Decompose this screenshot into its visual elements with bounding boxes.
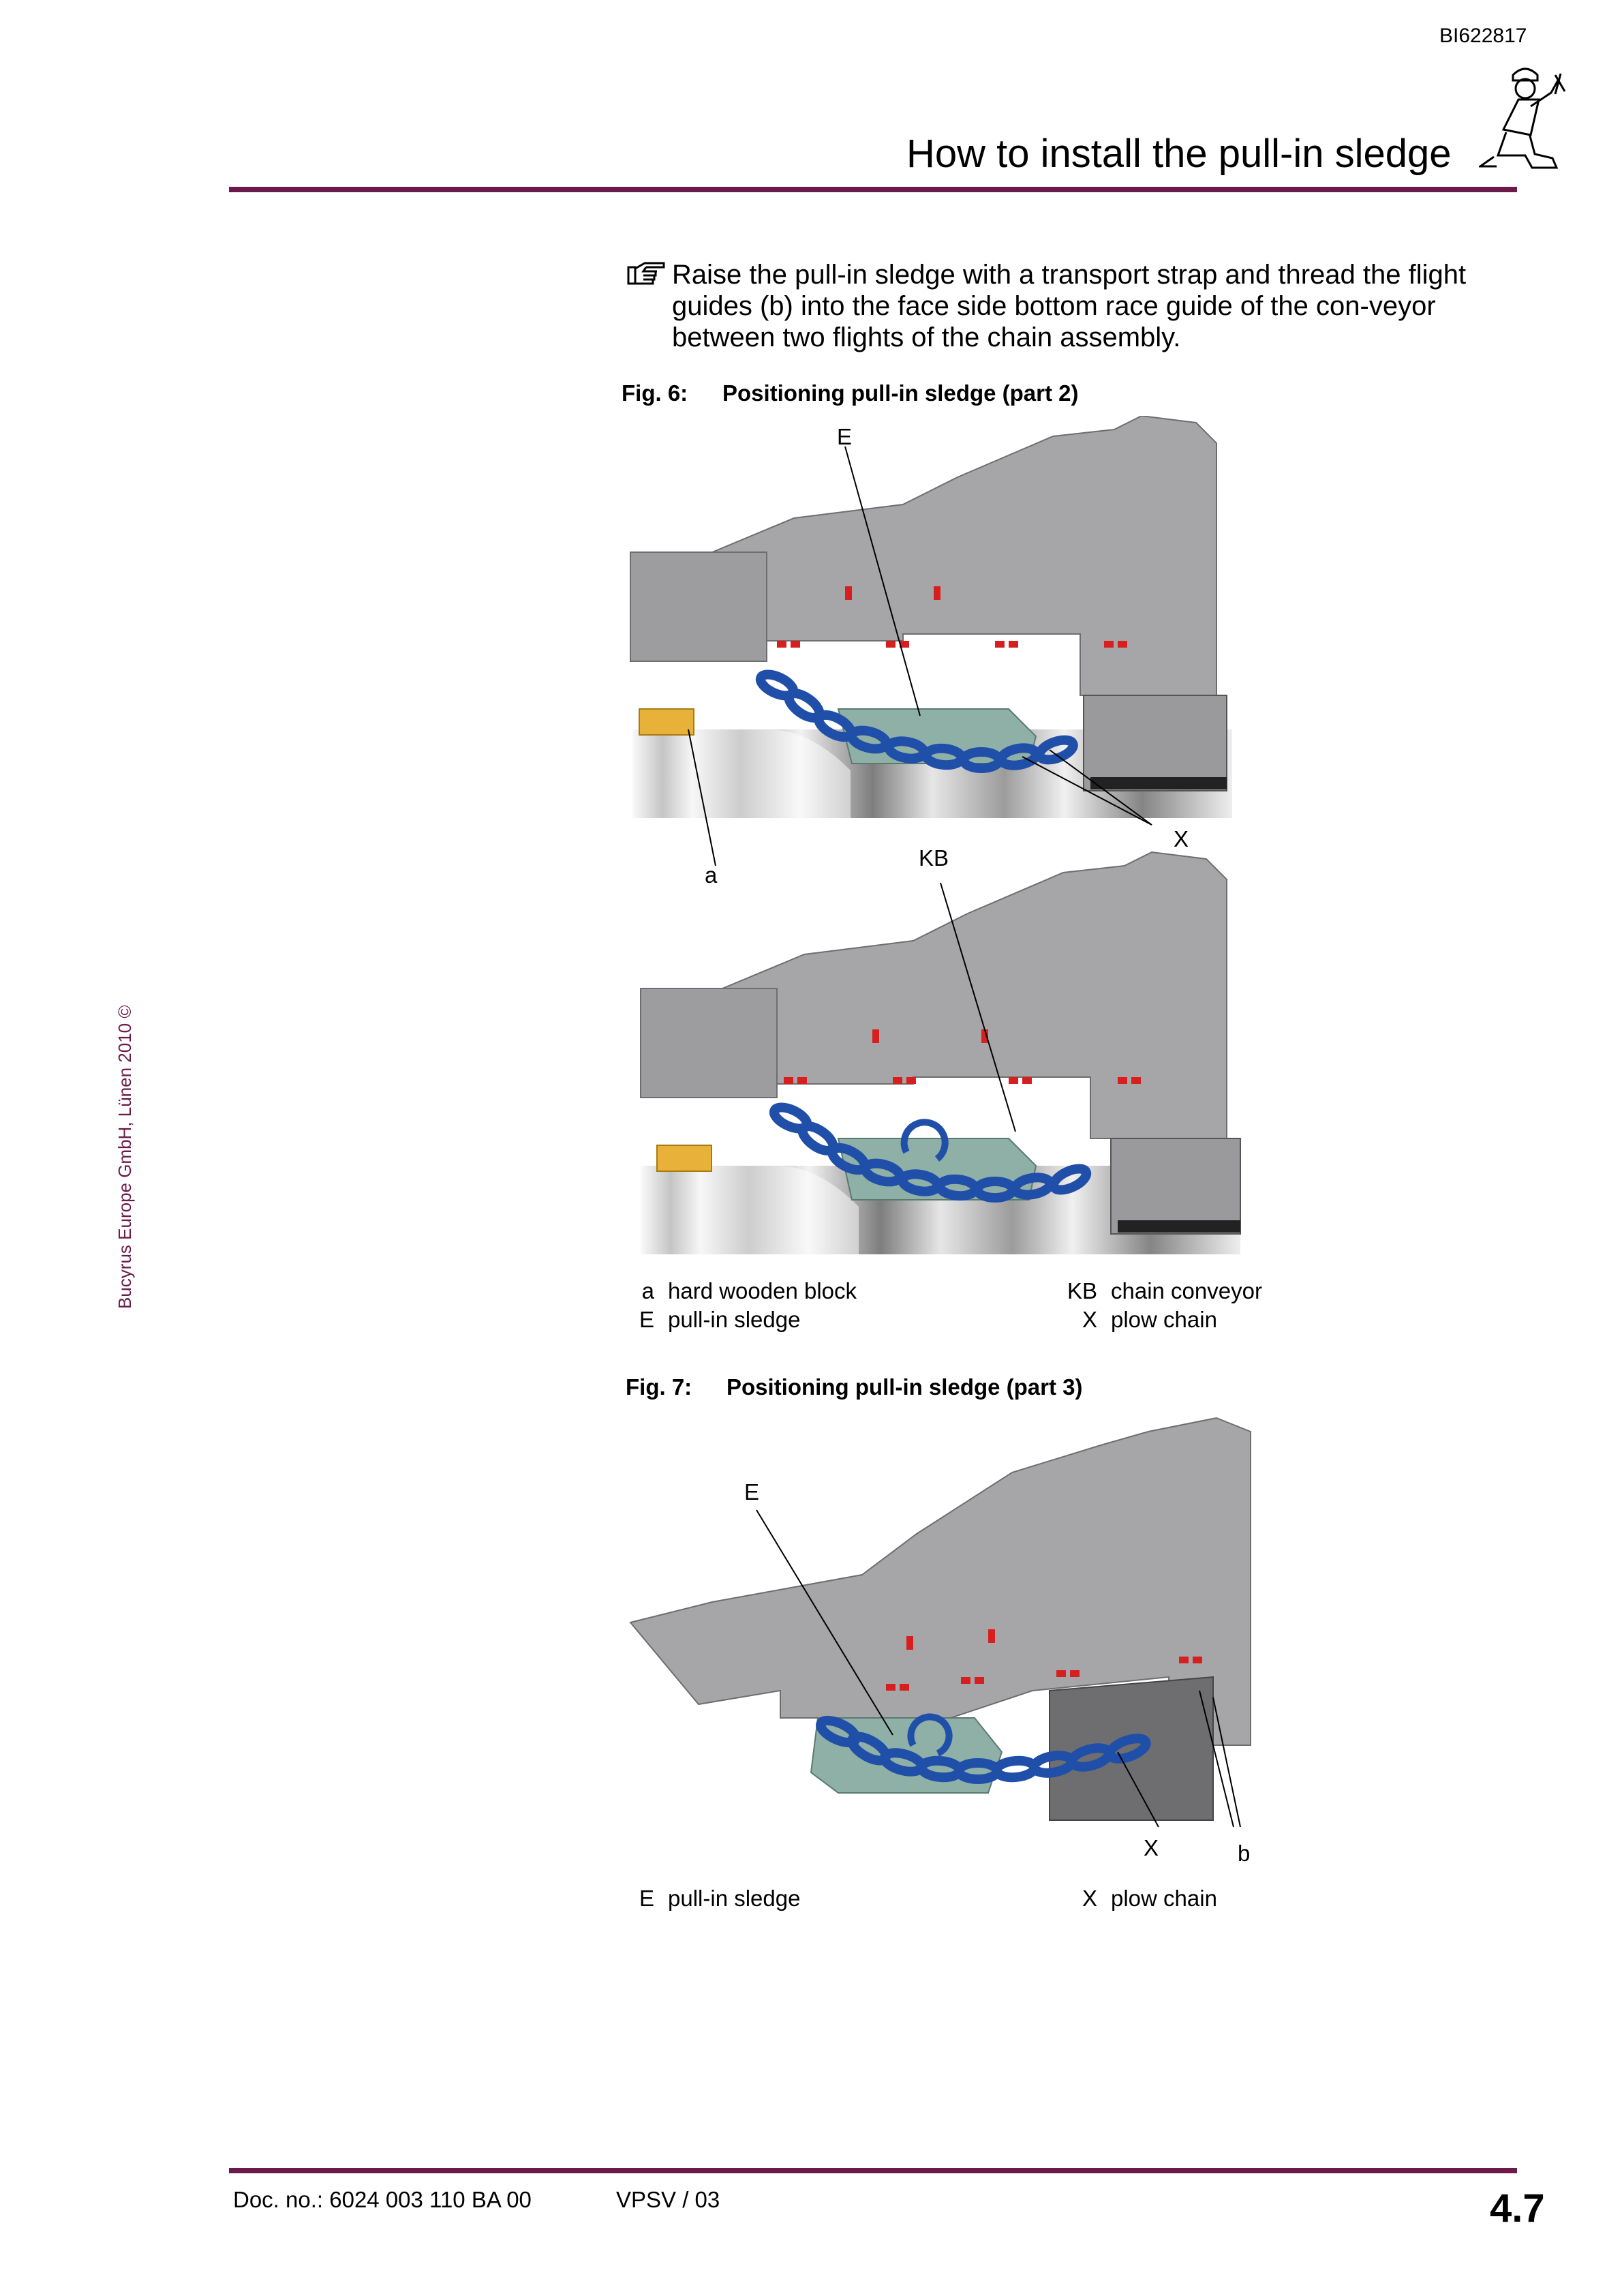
fig7-legend-E: E pull-in sledge xyxy=(639,1886,801,1911)
instruction-paragraph xyxy=(626,259,1525,353)
side-copyright: Bucyrus Europe GmbH, Lünen 2010 © xyxy=(114,1005,135,1309)
fig6-legend-X: X plow chain xyxy=(1082,1307,1217,1332)
figure-7-number: Fig. 7: xyxy=(626,1374,692,1400)
document-id: BI622817 xyxy=(1439,25,1527,47)
fig7-label-X: X xyxy=(1144,1835,1159,1860)
lower-view xyxy=(641,852,1240,1254)
kneeling-mechanic-icon xyxy=(1479,61,1574,177)
figure-6-title: Positioning pull-in sledge (part 2) xyxy=(722,380,1079,406)
fig6-label-X: X xyxy=(1174,826,1189,851)
footer-version: VPSV / 03 xyxy=(616,2187,720,2212)
figure-7-illustration xyxy=(613,1404,1295,1841)
fig7-label-E: E xyxy=(744,1479,760,1505)
figure-6-number: Fig. 6: xyxy=(622,380,688,406)
footer-rule xyxy=(229,2168,1517,2173)
figure-7-caption xyxy=(626,1374,1083,1400)
upper-view xyxy=(630,416,1232,866)
fig6-legend-KB: KB chain conveyor xyxy=(1067,1278,1262,1303)
fig6-label-KB: KB xyxy=(919,845,949,871)
page-title: How to install the pull-in sledge xyxy=(906,132,1452,176)
fig7-legend-X: X plow chain xyxy=(1082,1886,1217,1911)
fig6-legend-E: E pull-in sledge xyxy=(639,1307,801,1332)
figure-6-caption xyxy=(622,380,1079,406)
instruction-text: Raise the pull-in sledge with a transport strap and thread the flight guides (b) into the face side bottom race guide of the con-veyor between two flights of the chain assembly. xyxy=(672,260,1467,352)
fig6-legend-a: a hard wooden block xyxy=(641,1278,857,1303)
page-number: 4.7 xyxy=(1490,2186,1545,2231)
figure-6-illustration xyxy=(613,416,1295,1268)
header-rule xyxy=(229,187,1517,192)
fig6-label-a: a xyxy=(705,862,718,888)
fig6-label-E: E xyxy=(837,424,853,449)
figure-7-title: Positioning pull-in sledge (part 3) xyxy=(726,1374,1083,1400)
fig7-label-b: b xyxy=(1238,1841,1251,1866)
pointing-hand-icon xyxy=(626,260,667,288)
footer-doc-number: Doc. no.: 6024 003 110 BA 00 xyxy=(233,2187,532,2212)
